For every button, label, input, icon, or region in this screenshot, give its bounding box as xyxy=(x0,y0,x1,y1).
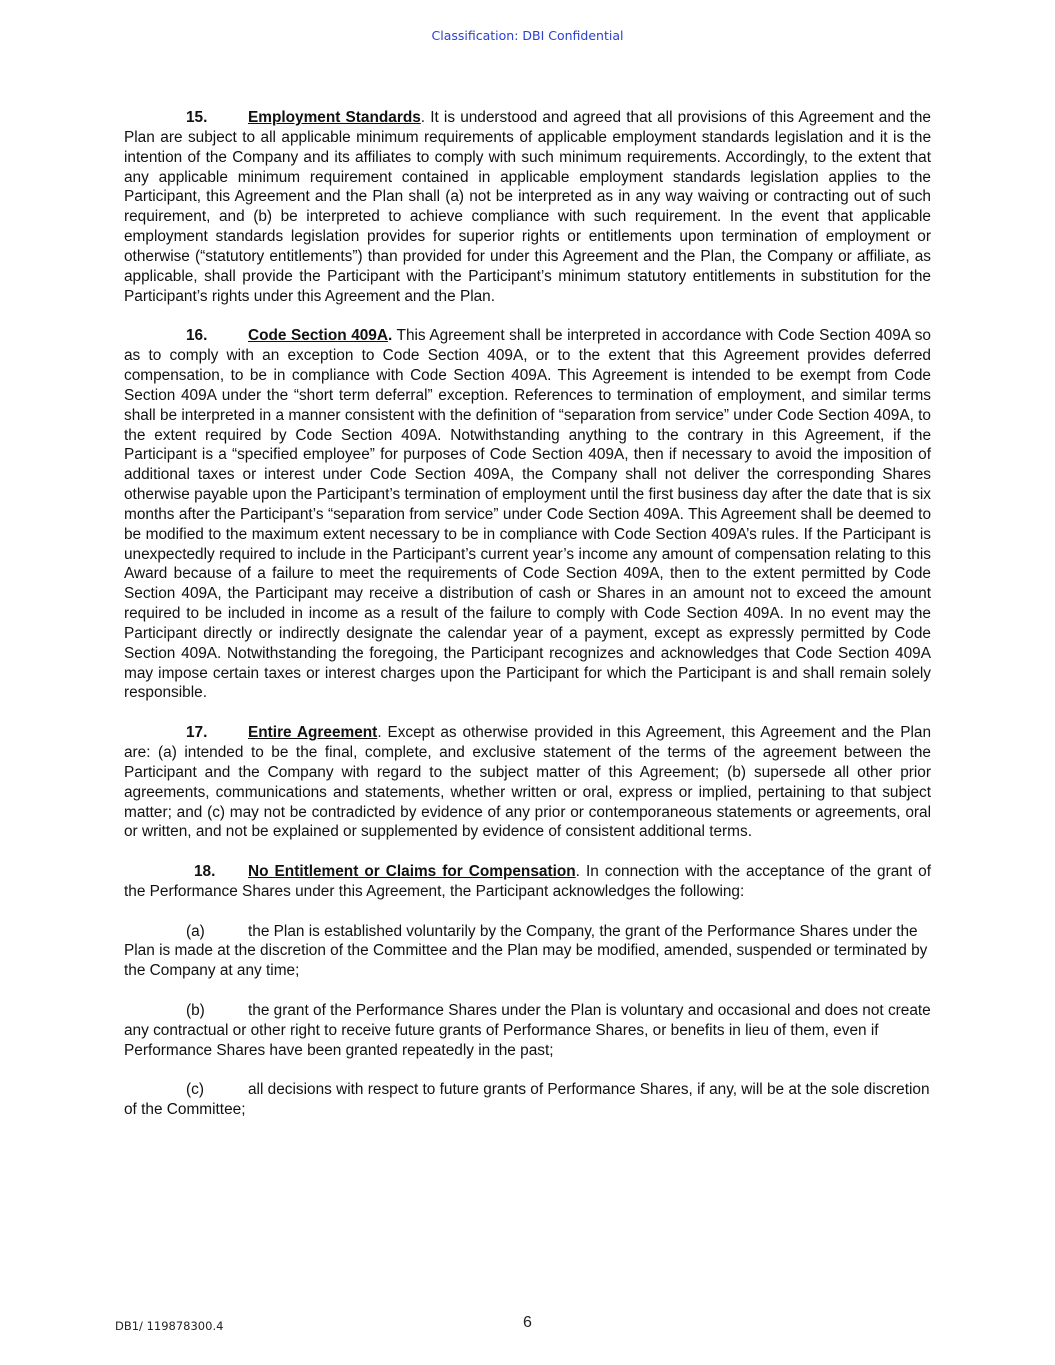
section-heading-period: . xyxy=(377,724,382,742)
classification-label: Classification: DBI Confidential xyxy=(431,28,624,43)
section-heading-period: . xyxy=(420,109,426,126)
page-number: 6 xyxy=(523,1314,532,1331)
section-17 xyxy=(124,723,931,842)
document-id: DB1/ 119878300.4 xyxy=(115,1319,224,1333)
list-item-text: the Plan is established voluntarily by the Company, the grant of the Performance Shares under the Plan is made at the discretion of the Committee and the Plan may be modified, amended, suspended or terminated by the Company at any time; xyxy=(124,922,928,980)
document-body xyxy=(124,108,931,1140)
section-heading: Employment Standards xyxy=(248,109,421,126)
section-16 xyxy=(124,326,931,703)
section-15 xyxy=(124,108,931,306)
section-body: It is understood and agreed that all provisions of this Agreement and the Plan are subject to all applicable minimum requirements of applicable employment standards legislation and it is the intention of the Company and its affiliates to comply with such minimum requirements. Accordingly, to the extent that any applicable minimum requirement contained in applicable employment standards legislation applies to the Participant, this Agreement and the Plan shall (a) not be interpreted as in any way waiving or contracting out of such requirement, and (b) be interpreted to achieve compliance with such requirement. In the event that applicable employment standards legislation provides for superior rights or entitlements upon termination of employment or otherwise (“statutory entitlements”) than provided for under this Agreement and the Plan, the Company or affiliate, as applicable, shall provide the Participant with the Participant’s minimum statutory entitlements in substitution for the Participant’s rights under this Agreement and the Plan. xyxy=(124,109,931,305)
section-body: This Agreement shall be interpreted in accordance with Code Section 409A so as to comply with an exception to Code Section 409A, or to the extent that this Agreement provides deferred compensation, to be in compliance with Code Section 409A. This Agreement is intended to be exempt from Code Section 409A under the “short term deferral” exception. References to termination of employment, and similar terms shall be interpreted in a manner consistent with the definition of “separation from service” under Code Section 409A, to the extent required by Code Section 409A. Notwithstanding anything to the contrary in this Agreement, if the Participant is a “specified employee” for purposes of Code Section 409A, then if necessary to avoid the imposition of additional taxes or interest under Code Section 409A, the Company shall not deliver the corresponding Shares otherwise payable upon the Participant’s termination of employment until the first business day after the date that is six months after the Participant’s “separation from service” under Code Section 409A. This Agreement shall be deemed to be modified to the maximum extent necessary to be in compliance with Code Section 409A’s rules. If the Participant is unexpectedly required to include in the Participant’s current year’s income any amount of compensation relating to this Award because of a failure to meet the requirements of Code Section 409A, then to the extent permitted by Code Section 409A, the Participant may receive a distribution of cash or Shares in an amount not to exceed the amount required to be included in income as a result of the failure to comply with Code Section 409A. In no event may the Participant directly or indirectly designate the calendar year of a payment, except as expressly permitted by Code Section 409A. Notwithstanding the foregoing, the Participant recognizes and acknowledges that Code Section 409A may impose certain taxes or interest charges upon the Participant for which the Participant is and shall remain solely responsible. xyxy=(124,327,931,702)
section-heading: No Entitlement or Claims for Compensation xyxy=(248,863,576,881)
section-number: 18. xyxy=(194,863,216,881)
list-item-label: (b) xyxy=(186,1001,205,1019)
section-number: 17. xyxy=(186,724,208,742)
section-number: 16. xyxy=(186,327,208,345)
list-item-label: (a) xyxy=(186,922,205,940)
list-item xyxy=(124,1001,931,1061)
section-heading-period: . xyxy=(575,863,580,881)
section-heading: Code Section 409A xyxy=(248,327,388,345)
section-number: 15. xyxy=(186,109,208,126)
list-item-text: the grant of the Performance Shares under the Plan is voluntary and occasional and does not create any contractual or other right to receive future grants of Performance Shares, or benefits in lieu of them, even if Performance Shares have been granted repeatedly in the past; xyxy=(124,1001,931,1059)
section-heading-period: . xyxy=(387,327,393,345)
list-item-label: (c) xyxy=(186,1081,204,1099)
section-heading: Entire Agreement xyxy=(248,724,378,742)
section-18 xyxy=(124,862,931,902)
section-body: In connection with the acceptance of the grant of the Performance Shares under this Agreement, the Participant acknowledges the following: xyxy=(124,863,931,900)
list-item xyxy=(124,922,931,982)
list-item xyxy=(124,1080,931,1120)
list-item-text: all decisions with respect to future grants of Performance Shares, if any, will be at the sole discretion of the Committee; xyxy=(124,1081,930,1119)
section-body: Except as otherwise provided in this Agreement, this Agreement and the Plan are: (a) intended to be the final, complete, and exclusive statement of the terms of the agreement between the Participant and the Company with regard to the subject matter of this Agreement; (b) supersede all other prior agreements, communications and statements, whether written or oral, express or implied, pertaining to that subject matter; and (c) may not be contradicted by evidence of any prior or contemporaneous statements or agreements, oral or written, and not be explained or supplemented by evidence of consistent additional terms. xyxy=(124,724,932,841)
